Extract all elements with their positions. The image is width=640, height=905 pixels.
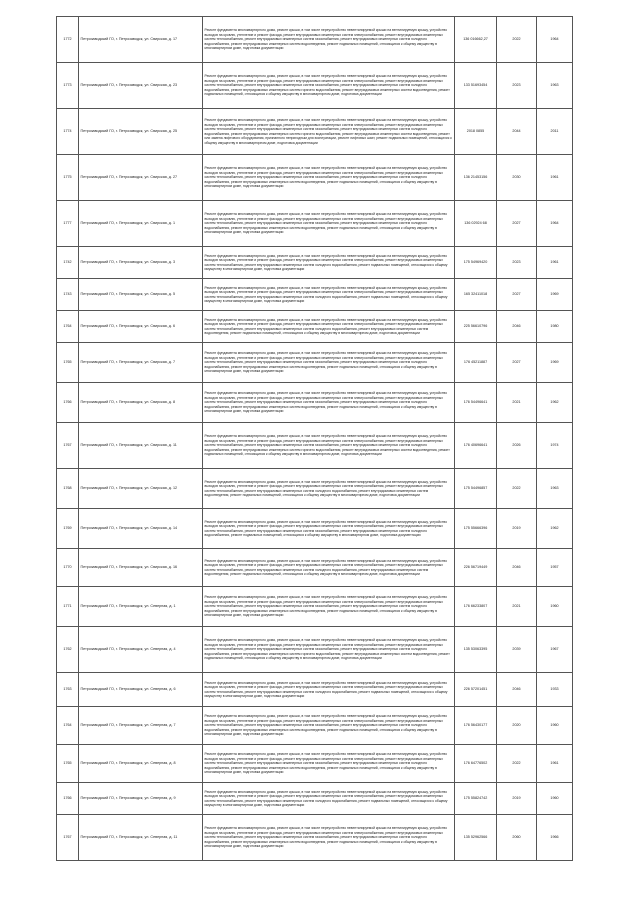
row-cost: 136 02924 68 [455,201,497,247]
row-work-list: Ремонт фундамента многоквартирного дома, ремонт крыши, в том числе переустройство невентилируемой крыши на вентилируемую крышу, устройство выходов на кровлю, утепление и ремонт фасада, ремонт внутридомовых инженерных систем электроснабжения, ремонт внутридомовых инженерных систем теплоснабжения, ремонт внутридомовых инженерных систем холодного водоснабжения, ремонт внутридомовых инженерных систем водоотведения, ремонт подвальных помещений, относящихся к общему имуществу в многоквартирном доме, подготовка документации [203,549,455,587]
table-row [57,383,573,423]
row-built-year: 1960 [537,587,573,627]
table-row [57,673,573,707]
row-planned-year: 2027 [497,201,537,247]
table-row [57,343,573,383]
document-page [56,16,572,861]
row-work-list: Ремонт фундамента многоквартирного дома, ремонт крыши, в том числе переустройство невентилируемой крыши на вентилируемую крышу, устройство выходов на кровлю, утепление и ремонт фасада, ремонт внутридомовых инженерных систем электроснабжения, ремонт внутридомовых инженерных систем теплоснабжения, ремонт внутридомовых инженерных систем газоснабжения, ремонт внутридомовых инженерных систем холодного водоснабжения, ремонт внутридомовых инженерных систем водоотведения, ремонт подвальных помещений, относящихся к общему имуществу в многоквартирном доме, подготовка документации [203,383,455,423]
row-built-year: 1974 [537,423,573,469]
row-address: Петрозаводский ГО, г. Петрозаводск, ул. Свирская, д. 27 [79,155,203,201]
row-cost: 226 56719449 [455,549,497,587]
row-work-list: Ремонт фундамента многоквартирного дома, ремонт крыши, в том числе переустройство невентилируемой крыши на вентилируемую крышу, устройство выходов на кровлю, утепление и ремонт фасада, ремонт внутридомовых инженерных систем электроснабжения, ремонт внутридомовых инженерных систем теплоснабжения, ремонт внутридомовых инженерных систем газоснабжения, ремонт внутридомовых инженерных систем холодного водоснабжения, ремонт внутридомовых инженерных систем водоотведения, ремонт подвальных помещений, относящихся к общему имуществу в многоквартирном доме, подготовка документации [203,745,455,783]
row-cost: 136 016662,27 [455,17,497,63]
table-row [57,815,573,861]
row-cost: 175 55666396 [455,509,497,549]
row-work-list: Ремонт фундамента многоквартирного дома, ремонт крыши, в том числе переустройство невентилируемой крыши на вентилируемую крышу, устройство выходов на кровлю, утепление и ремонт фасада, ремонт внутридомовых инженерных систем электроснабжения, ремонт внутридомовых инженерных систем теплоснабжения, ремонт внутридомовых инженерных систем холодного водоснабжения, ремонт внутридомовых инженерных систем водоотведения, ремонт подвальных помещений, относящихся к общему имуществу в многоквартирном доме, подготовка документации [203,469,455,509]
row-built-year: 1960 [537,783,573,815]
table-row [57,155,573,201]
row-cost: 136 21453156 [455,155,497,201]
row-cost: 165 32411018 [455,279,497,311]
row-address: Петрозаводский ГО, г. Петрозаводск, ул. Свирская, д. 3 [79,247,203,279]
row-cost: 176 56430177 [455,707,497,745]
row-cost: 225 56610796 [455,311,497,343]
row-planned-year: 2026 [497,423,537,469]
row-number: 1742 [57,247,79,279]
table-row [57,279,573,311]
row-built-year: 1962 [537,509,573,549]
row-built-year: 1966 [537,815,573,861]
row-number: 1764 [57,311,79,343]
row-work-list: Ремонт фундамента многоквартирного дома, ремонт крыши, в том числе переустройство невентилируемой крыши на вентилируемую крышу, устройство выходов на кровлю, утепление и ремонт фасада, ремонт внутридомовых инженерных систем электроснабжения, ремонт внутридомовых инженерных систем теплоснабжения, ремонт внутридомовых инженерных систем газоснабжения, ремонт внутридомовых инженерных систем холодного водоснабжения, ремонт подвальных помещений, относящихся к общему имуществу в многоквартирном доме, подготовка документации [203,509,455,549]
row-built-year: 1963 [537,63,573,109]
row-work-list: Ремонт фундамента многоквартирного дома, ремонт крыши, в том числе переустройство невентилируемой крыши на вентилируемую крышу, устройство выходов на кровлю, утепление и ремонт фасада, ремонт внутридомовых инженерных систем электроснабжения, ремонт внутридомовых инженерных систем теплоснабжения, ремонт внутридомовых инженерных систем газоснабжения, ремонт внутридомовых инженерных систем холодного водоснабжения, ремонт внутридомовых инженерных систем горячего водоснабжения, ремонт внутридомовых инженерных систем водоотведения, ремонт подвальных помещений, относящихся к общему имуществу в многоквартирном доме, подготовка документации [203,627,455,673]
row-planned-year: 2020 [497,707,537,745]
row-planned-year: 2027 [497,279,537,311]
row-address: Петрозаводский ГО, г. Петрозаводск, ул. Свирская, д. 16 [79,549,203,587]
row-cost: 175 55824742 [455,783,497,815]
row-number: 1770 [57,549,79,587]
row-address: Петрозаводский ГО, г. Петрозаводск, ул. Северная, д. 4 [79,627,203,673]
row-built-year: 1969 [537,279,573,311]
row-address: Петрозаводский ГО, г. Петрозаводск, ул. Свирская, д. 23 [79,63,203,109]
row-number: 1763 [57,673,79,707]
row-number: 1769 [57,509,79,549]
row-number: 1768 [57,469,79,509]
row-address: Петрозаводский ГО, г. Петрозаводск, ул. Северная, д. 7 [79,707,203,745]
table-row [57,63,573,109]
row-planned-year: 2044 [497,109,537,155]
row-address: Петрозаводский ГО, г. Петрозаводск, ул. Свирская, д. 11 [79,423,203,469]
table-row [57,587,573,627]
row-number: 1775 [57,155,79,201]
row-built-year: 1964 [537,201,573,247]
row-cost: 175 54496857 [455,469,497,509]
table-row [57,423,573,469]
row-work-list: Ремонт фундамента многоквартирного дома, ремонт крыши, в том числе переустройство невентилируемой крыши на вентилируемую крышу, устройство выходов на кровлю, утепление и ремонт фасада, ремонт внутридомовых инженерных систем электроснабжения, ремонт внутридомовых инженерных систем теплоснабжения, ремонт внутридомовых инженерных систем холодного водоснабжения, ремонт подвальных помещений, относящихся к общему имуществу в многоквартирном доме, подготовка документации [203,673,455,707]
row-address: Петрозаводский ГО, г. Петрозаводск, ул. Свирская, д. 25 [79,109,203,155]
row-number: 1764 [57,707,79,745]
table-row [57,17,573,63]
row-planned-year: 2021 [497,383,537,423]
row-address: Петрозаводский ГО, г. Петрозаводск, ул. Северная, д. 8 [79,745,203,783]
row-work-list: Ремонт фундамента многоквартирного дома, ремонт крыши, в том числе переустройство невентилируемой крыши на вентилируемую крышу, устройство выходов на кровлю, утепление и ремонт фасада, ремонт внутридомовых инженерных систем электроснабжения, ремонт внутридомовых инженерных систем теплоснабжения, ремонт внутридомовых инженерных систем холодного водоснабжения, ремонт подвальных помещений, относящихся к общему имуществу в многоквартирном доме, подготовка документации [203,247,455,279]
row-number: 1766 [57,383,79,423]
row-cost: 133 51693454 [455,63,497,109]
table-row [57,247,573,279]
row-cost: 226 57201451 [455,673,497,707]
table-body [57,17,573,861]
row-number: 1765 [57,745,79,783]
row-planned-year: 2022 [497,745,537,783]
row-work-list: Ремонт фундамента многоквартирного дома, ремонт крыши, в том числе переустройство невентилируемой крыши на вентилируемую крышу, устройство выходов на кровлю, утепление и ремонт фасада, ремонт внутридомовых инженерных систем электроснабжения, ремонт внутридомовых инженерных систем теплоснабжения, ремонт внутридомовых инженерных систем газоснабжения, ремонт внутридомовых инженерных систем холодного водоснабжения, ремонт внутридомовых инженерных систем горячего водоснабжения, ремонт внутридомовых инженерных систем водоотведения, ремонт подвальных помещений, относящихся к общему имуществу в многоквартирном доме, подготовка документации [203,63,455,109]
row-number: 1767 [57,423,79,469]
row-address: Петрозаводский ГО, г. Петрозаводск, ул. Северная, д. 1 [79,587,203,627]
table-row [57,707,573,745]
table-row [57,549,573,587]
row-cost: 176 64776502 [455,745,497,783]
row-address: Петрозаводский ГО, г. Петрозаводск, ул. Свирская, д. 5 [79,279,203,311]
row-work-list: Ремонт фундамента многоквартирного дома, ремонт крыши, в том числе переустройство невентилируемой крыши на вентилируемую крышу, устройство выходов на кровлю, утепление и ремонт фасада, ремонт внутридомовых инженерных систем электроснабжения, ремонт внутридомовых инженерных систем теплоснабжения, ремонт внутридомовых инженерных систем холодного водоснабжения, ремонт подвальных помещений, относящихся к общему имуществу в многоквартирном доме, подготовка документации [203,279,455,311]
row-number: 1765 [57,343,79,383]
row-address: Петрозаводский ГО, г. Петрозаводск, ул. Свирская, д. 12 [79,469,203,509]
row-address: Петрозаводский ГО, г. Петрозаводск, ул. Северная, д. 11 [79,815,203,861]
row-cost: 176 66233807 [455,587,497,627]
row-cost: 2018 0855 [455,109,497,155]
row-work-list: Ремонт фундамента многоквартирного дома, ремонт крыши, в том числе переустройство невентилируемой крыши на вентилируемую крышу, устройство выходов на кровлю, утепление и ремонт фасада, ремонт внутридомовых инженерных систем электроснабжения, ремонт внутридомовых инженерных систем теплоснабжения, ремонт внутридомовых инженерных систем газоснабжения, ремонт внутридомовых инженерных систем холодного водоснабжения, ремонт внутридомовых инженерных систем водоотведения, ремонт подвальных помещений, относящихся к общему имуществу в многоквартирном доме, подготовка документации [203,155,455,201]
row-planned-year: 2060 [497,815,537,861]
row-number: 1767 [57,815,79,861]
row-cost: 176 54496641 [455,383,497,423]
row-number: 1774 [57,109,79,155]
row-built-year: 1963 [537,469,573,509]
row-built-year: 1960 [537,707,573,745]
row-built-year: 2011 [537,109,573,155]
row-work-list: Ремонт фундамента многоквартирного дома, ремонт крыши, в том числе переустройство невентилируемой крыши на вентилируемую крышу, устройство выходов на кровлю, утепление и ремонт фасада, ремонт внутридомовых инженерных систем электроснабжения, ремонт внутридомовых инженерных систем теплоснабжения, ремонт внутридомовых инженерных систем газоснабжения, ремонт внутридомовых инженерных систем холодного водоснабжения, ремонт внутридомовых инженерных систем водоотведения, ремонт подвальных помещений, относящихся к общему имуществу в многоквартирном доме, подготовка документации [203,815,455,861]
row-planned-year: 2022 [497,469,537,509]
row-planned-year: 2023 [497,247,537,279]
row-address: Петрозаводский ГО, г. Петрозаводск, ул. Северная, д. 6 [79,673,203,707]
row-built-year: 1980 [537,311,573,343]
row-number: 1773 [57,63,79,109]
row-cost: 176 40696641 [455,423,497,469]
row-built-year: 1933 [537,673,573,707]
row-number: 1777 [57,201,79,247]
row-address: Петрозаводский ГО, г. Петрозаводск, ул. Свирская, д. 7 [79,343,203,383]
row-built-year: 1969 [537,343,573,383]
row-planned-year: 2021 [497,587,537,627]
table-row [57,201,573,247]
table-row [57,109,573,155]
row-built-year: 1961 [537,745,573,783]
row-built-year: 1967 [537,627,573,673]
row-cost: 135 53063395 [455,627,497,673]
table-row [57,469,573,509]
row-work-list: Ремонт фундамента многоквартирного дома, ремонт крыши, в том числе переустройство невентилируемой крыши на вентилируемую крышу, устройство выходов на кровлю, утепление и ремонт фасада, ремонт внутридомовых инженерных систем электроснабжения, ремонт внутридомовых инженерных систем теплоснабжения, ремонт внутридомовых инженерных систем газоснабжения, ремонт внутридомовых инженерных систем холодного водоснабжения, ремонт внутридомовых инженерных систем водоотведения, ремонт подвальных помещений, относящихся к общему имуществу в многоквартирном доме, подготовка документации [203,17,455,63]
row-planned-year: 2046 [497,673,537,707]
row-built-year: 1961 [537,247,573,279]
row-number: 1772 [57,17,79,63]
row-work-list: Ремонт фундамента многоквартирного дома, ремонт крыши, в том числе переустройство невентилируемой крыши на вентилируемую крышу, устройство выходов на кровлю, утепление и ремонт фасада, ремонт внутридомовых инженерных систем электроснабжения, ремонт внутридомовых инженерных систем теплоснабжения, ремонт внутридомовых инженерных систем газоснабжения, ремонт внутридомовых инженерных систем холодного водоснабжения, ремонт внутридомовых инженерных систем водоотведения, ремонт подвальных помещений, относящихся к общему имуществу в многоквартирном доме, подготовка документации [203,707,455,745]
row-built-year: 1961 [537,155,573,201]
row-work-list: Ремонт фундамента многоквартирного дома, ремонт крыши, в том числе переустройство невентилируемой крыши на вентилируемую крышу, устройство выходов на кровлю, утепление и ремонт фасада, ремонт внутридомовых инженерных систем электроснабжения, ремонт внутридомовых инженерных систем теплоснабжения, ремонт внутридомовых инженерных систем газоснабжения, ремонт внутридомовых инженерных систем холодного водоснабжения, ремонт внутридомовых инженерных систем водоотведения, ремонт подвальных помещений, относящихся к общему имуществу в многоквартирном доме, подготовка документации [203,343,455,383]
row-work-list: Ремонт фундамента многоквартирного дома, ремонт крыши, в том числе переустройство невентилируемой крыши на вентилируемую крышу, устройство выходов на кровлю, утепление и ремонт фасада, ремонт внутридомовых инженерных систем электроснабжения, ремонт внутридомовых инженерных систем теплоснабжения, ремонт внутридомовых инженерных систем холодного водоснабжения, ремонт подвальных помещений, относящихся к общему имуществу в многоквартирном доме, подготовка документации [203,783,455,815]
row-number: 1771 [57,587,79,627]
row-built-year: 1964 [537,17,573,63]
row-planned-year: 2022 [497,17,537,63]
row-address: Петрозаводский ГО, г. Петрозаводск, ул. Свирская, д. 14 [79,509,203,549]
row-number: 1743 [57,279,79,311]
row-work-list: Ремонт фундамента многоквартирного дома, ремонт крыши, в том числе переустройство невентилируемой крыши на вентилируемую крышу, устройство выходов на кровлю, утепление и ремонт фасада, ремонт внутридомовых инженерных систем электроснабжения, ремонт внутридомовых инженерных систем теплоснабжения, ремонт внутридомовых инженерных систем газоснабжения, ремонт внутридомовых инженерных систем холодного водоснабжения, ремонт внутридомовых инженерных систем водоотведения, ремонт подвальных помещений, относящихся к общему имуществу в многоквартирном доме, подготовка документации [203,587,455,627]
row-address: Петрозаводский ГО, г. Петрозаводск, ул. Свирская, д. 6 [79,311,203,343]
capital-repair-table [56,16,573,861]
row-number: 1766 [57,783,79,815]
row-cost: 176 45211887 [455,343,497,383]
row-address: Петрозаводский ГО, г. Петрозаводск, ул. Свирская, д. 17 [79,17,203,63]
row-planned-year: 2046 [497,549,537,587]
table-row [57,783,573,815]
row-planned-year: 2039 [497,627,537,673]
table-row [57,745,573,783]
row-work-list: Ремонт фундамента многоквартирного дома, ремонт крыши, в том числе переустройство невентилируемой крыши на вентилируемую крышу, устройство выходов на кровлю, утепление и ремонт фасада, ремонт внутридомовых инженерных систем электроснабжения, ремонт внутридомовых инженерных систем теплоснабжения, ремонт внутридомовых инженерных систем холодного водоснабжения, ремонт внутридомовых инженерных систем водоотведения, ремонт подвальных помещений, относящихся к общему имуществу в многоквартирном доме, подготовка документации [203,311,455,343]
row-planned-year: 2019 [497,783,537,815]
row-planned-year: 2030 [497,155,537,201]
row-planned-year: 2019 [497,509,537,549]
table-row [57,509,573,549]
row-number: 1762 [57,627,79,673]
row-address: Петрозаводский ГО, г. Петрозаводск, ул. Свирская, д. 8 [79,383,203,423]
row-work-list: Ремонт фундамента многоквартирного дома, ремонт крыши, в том числе переустройство невентилируемой крыши на вентилируемую крышу, устройство выходов на кровлю, утепление и ремонт фасада, ремонт внутридомовых инженерных систем электроснабжения, ремонт внутридомовых инженерных систем теплоснабжения, ремонт внутридомовых инженерных систем газоснабжения, ремонт внутридомовых инженерных систем холодного водоснабжения, ремонт внутридомовых инженерных систем горячего водоснабжения, ремонт внутридомовых инженерных систем водоотведения, ремонт подвальных помещений, относящихся к общему имуществу в многоквартирном доме, подготовка документации [203,423,455,469]
table-row [57,311,573,343]
row-cost: 135 52962566 [455,815,497,861]
table-row [57,627,573,673]
row-address: Петрозаводский ГО, г. Петрозаводск, ул. Свирская, д. 1 [79,201,203,247]
row-planned-year: 2023 [497,63,537,109]
row-cost: 175 54969420 [455,247,497,279]
row-planned-year: 2027 [497,343,537,383]
row-built-year: 1962 [537,383,573,423]
row-work-list: Ремонт фундамента многоквартирного дома, ремонт крыши, в том числе переустройство невентилируемой крыши на вентилируемую крышу, устройство выходов на кровлю, утепление и ремонт фасада, ремонт внутридомовых инженерных систем электроснабжения, ремонт внутридомовых инженерных систем теплоснабжения, ремонт внутридомовых инженерных систем газоснабжения, ремонт внутридомовых инженерных систем холодного водоснабжения, ремонт внутридомовых инженерных систем водоотведения, ремонт подвальных помещений, относящихся к общему имуществу в многоквартирном доме, подготовка документации [203,201,455,247]
row-planned-year: 2046 [497,311,537,343]
row-built-year: 1957 [537,549,573,587]
row-address: Петрозаводский ГО, г. Петрозаводск, ул. Северная, д. 9 [79,783,203,815]
row-work-list: Ремонт фундамента многоквартирного дома, ремонт крыши, в том числе переустройство невентилируемой крыши на вентилируемую крышу, устройство выходов на кровлю, утепление и ремонт фасада, ремонт внутридомовых инженерных систем электроснабжения, ремонт внутридомовых инженерных систем теплоснабжения, ремонт внутридомовых инженерных систем газоснабжения, ремонт внутридомовых инженерных систем холодного водоснабжения, ремонт внутридомовых инженерных систем горячего водоснабжения, ремонт внутридомовых инженерных систем водоотведения, ремонт или замена лифтового оборудования, признанного непригодным для эксплуатации, ремонт лифтовых шахт, ремонт подвальных помещений, относящихся к общему имуществу в многоквартирном доме, подготовка документации [203,109,455,155]
